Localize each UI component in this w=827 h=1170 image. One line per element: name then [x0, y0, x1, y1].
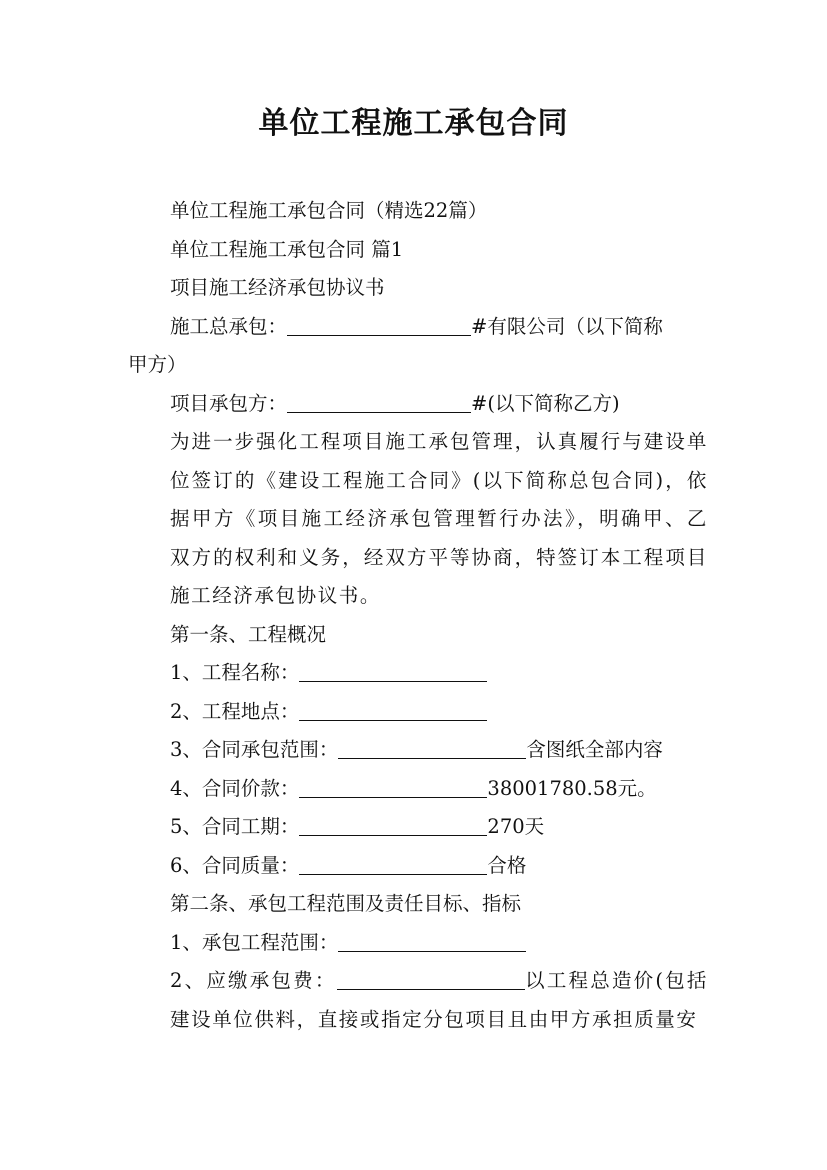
- item-suffix: 合格: [487, 853, 527, 877]
- item-label: 2、工程地点：: [170, 699, 300, 723]
- subtitle-line: 单位工程施工承包合同（精选22篇）: [170, 199, 488, 222]
- subcontractor-suffix: #(以下简称乙方): [471, 391, 620, 415]
- item-blank: [299, 775, 487, 798]
- item-label: 3、合同承包范围：: [170, 738, 339, 761]
- item-label: 6、合同质量：: [170, 853, 300, 877]
- section1-item: [128, 654, 708, 693]
- article-heading: 单位工程施工承包合同 篇1: [170, 237, 404, 261]
- subcontractor-label: 项目承包方：: [170, 391, 288, 415]
- contractor-line-continued: 甲方）: [128, 353, 187, 376]
- section1-heading: 第一条、工程概况: [170, 622, 327, 646]
- contractor-blank: [287, 313, 471, 336]
- item-label: 4、合同价款：: [170, 776, 300, 800]
- contractor-line: [128, 308, 708, 347]
- item-blank: [299, 852, 487, 875]
- item-suffix: 270天: [487, 815, 545, 838]
- contractor-label: 施工总承包：: [170, 314, 288, 338]
- item-blank: [338, 929, 526, 952]
- item-label: 1、工程名称：: [170, 661, 300, 684]
- item-label: 2、应缴承包费：: [170, 969, 337, 992]
- item-label: 1、承包工程范围：: [170, 930, 339, 954]
- item-blank: [299, 659, 487, 682]
- item-label: 5、合同工期：: [170, 815, 300, 838]
- item-blank: [299, 813, 487, 836]
- subcontractor-line: [128, 385, 708, 424]
- item-text: 以工程总造价(包括建设单位供料，直接或指定分包项目且由甲方承担质量安: [170, 969, 708, 1031]
- intro-paragraph: 为进一步强化工程项目施工承包管理，认真履行与建设单位签订的《建设工程施工合同》(以下简称总包合同)，依据甲方《项目施工经济承包管理暂行办法》，明确甲、乙双方的权利和义务，经双方平等协商，特签订本工程项目施工经济承包协议书。: [170, 430, 708, 607]
- section2-heading: 第二条、承包工程范围及责任目标、指标: [170, 892, 522, 915]
- section2-item: [128, 962, 708, 1039]
- item-blank: [338, 736, 526, 759]
- section1-item: [128, 731, 708, 770]
- item-blank: [299, 698, 487, 721]
- contractor-suffix: #有限公司（以下简称: [471, 314, 663, 338]
- item-suffix: 38001780.58元。: [487, 776, 657, 800]
- section1-item: [128, 847, 708, 886]
- document-title: 单位工程施工承包合同: [258, 106, 569, 141]
- agreement-title: 项目施工经济承包协议书: [170, 276, 385, 299]
- section1-item: [128, 808, 708, 847]
- item-suffix: 含图纸全部内容: [526, 738, 663, 761]
- section2-item: [128, 924, 708, 963]
- section1-item: [128, 770, 708, 809]
- item-blank: [337, 967, 525, 990]
- document-body: [128, 192, 708, 1039]
- subcontractor-blank: [287, 390, 471, 413]
- section1-item: [128, 693, 708, 732]
